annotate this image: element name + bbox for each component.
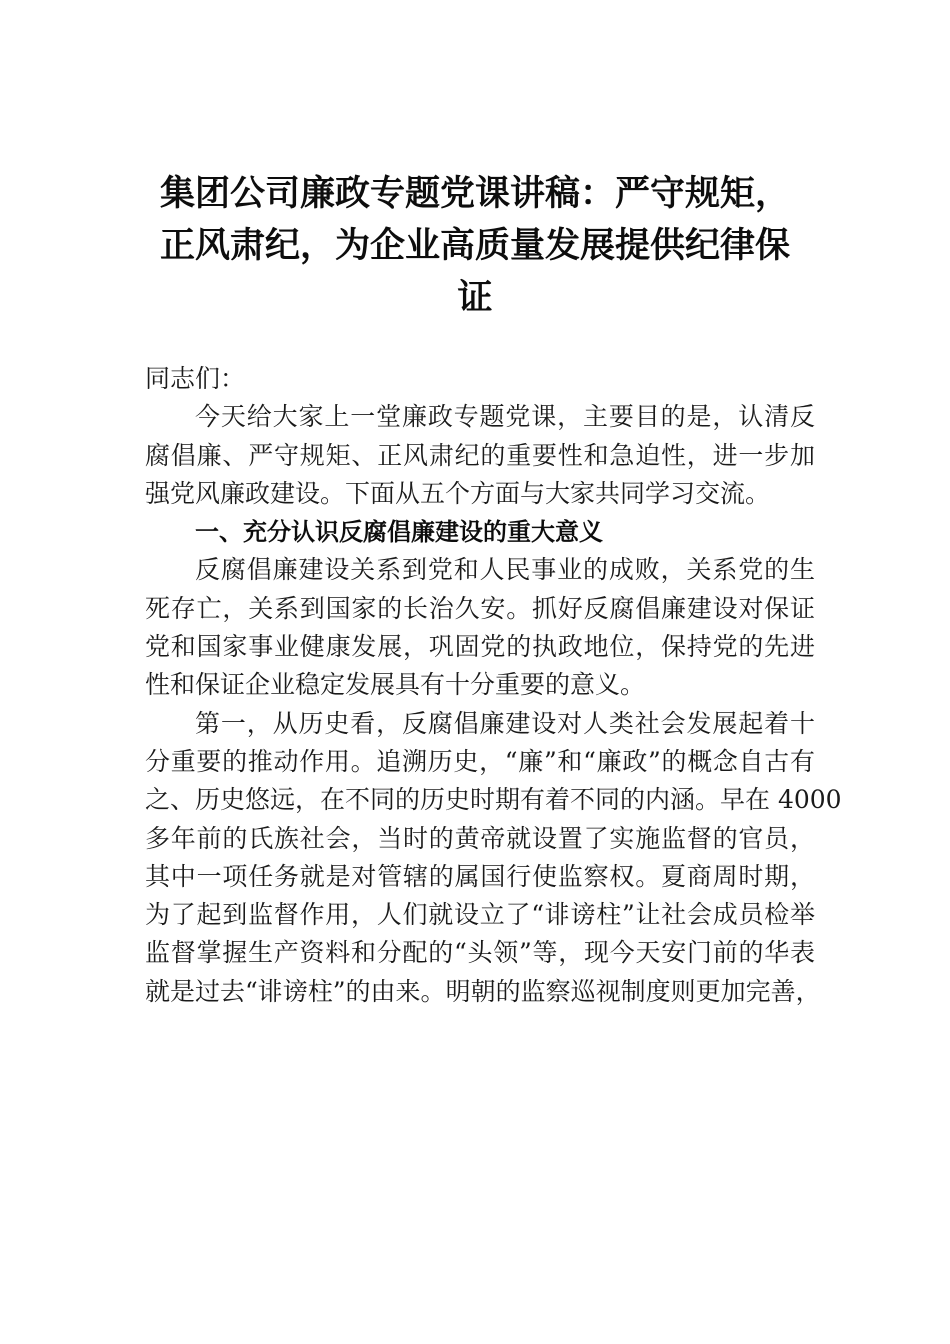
title-line: 正风肃纪，为企业高质量发展提供纪律保 [159, 226, 790, 266]
paragraph-line: 死存亡，关系到国家的长治久安。抓好反腐倡廉建设对保证 [145, 593, 815, 623]
paragraph-intro [145, 398, 815, 513]
paragraph-line: 监督掌握生产资料和分配的“头领”等，现今天安门前的华表 [145, 938, 815, 968]
section-heading: 一、充分认识反腐倡廉建设的重大意义 [195, 518, 603, 547]
paragraph-line: 多年前的氏族社会，当时的黄帝就设置了实施监督的官员， [145, 823, 815, 853]
document-body [145, 360, 842, 1011]
section-heading-1 [145, 513, 815, 551]
title-line: 集团公司廉政专题党课讲稿：严守规矩， [159, 174, 790, 214]
title-line: 证 [457, 278, 493, 318]
paragraph-line: 其中一项任务就是对管辖的属国行使监察权。夏商周时期， [145, 861, 815, 891]
paragraph-line: 分重要的推动作用。追溯历史，“廉”和“廉政”的概念自古有 [145, 746, 815, 776]
paragraph-line: 今天给大家上一堂廉政专题党课，主要目的是，认清反 [195, 402, 815, 432]
paragraph-line: 之、历史悠远，在不同的历史时期有着不同的内涵。早在 4000 [145, 785, 842, 815]
paragraph-line: 性和保证企业稳定发展具有十分重要的意义。 [145, 670, 646, 700]
paragraph-line: 反腐倡廉建设关系到党和人民事业的成败，关系党的生 [195, 555, 815, 585]
paragraph-significance [145, 551, 815, 704]
paragraph-line: 强党风廉政建设。下面从五个方面与大家共同学习交流。 [145, 478, 771, 508]
paragraph-line: 党和国家事业健康发展，巩固党的执政地位，保持党的先进 [145, 632, 815, 662]
paragraph-line: 就是过去“诽谤柱”的由来。明朝的监察巡视制度则更加完善， [145, 976, 821, 1006]
document-title [120, 168, 830, 324]
paragraph-history [145, 705, 842, 1011]
paragraph-line: 为了起到监督作用，人们就设立了“诽谤柱”让社会成员检举 [145, 900, 815, 930]
paragraph-line: 第一，从历史看，反腐倡廉建设对人类社会发展起着十 [195, 708, 815, 738]
salutation: 同志们： [145, 364, 246, 393]
paragraph-line: 腐倡廉、严守规矩、正风肃纪的重要性和急迫性，进一步加 [145, 440, 815, 470]
